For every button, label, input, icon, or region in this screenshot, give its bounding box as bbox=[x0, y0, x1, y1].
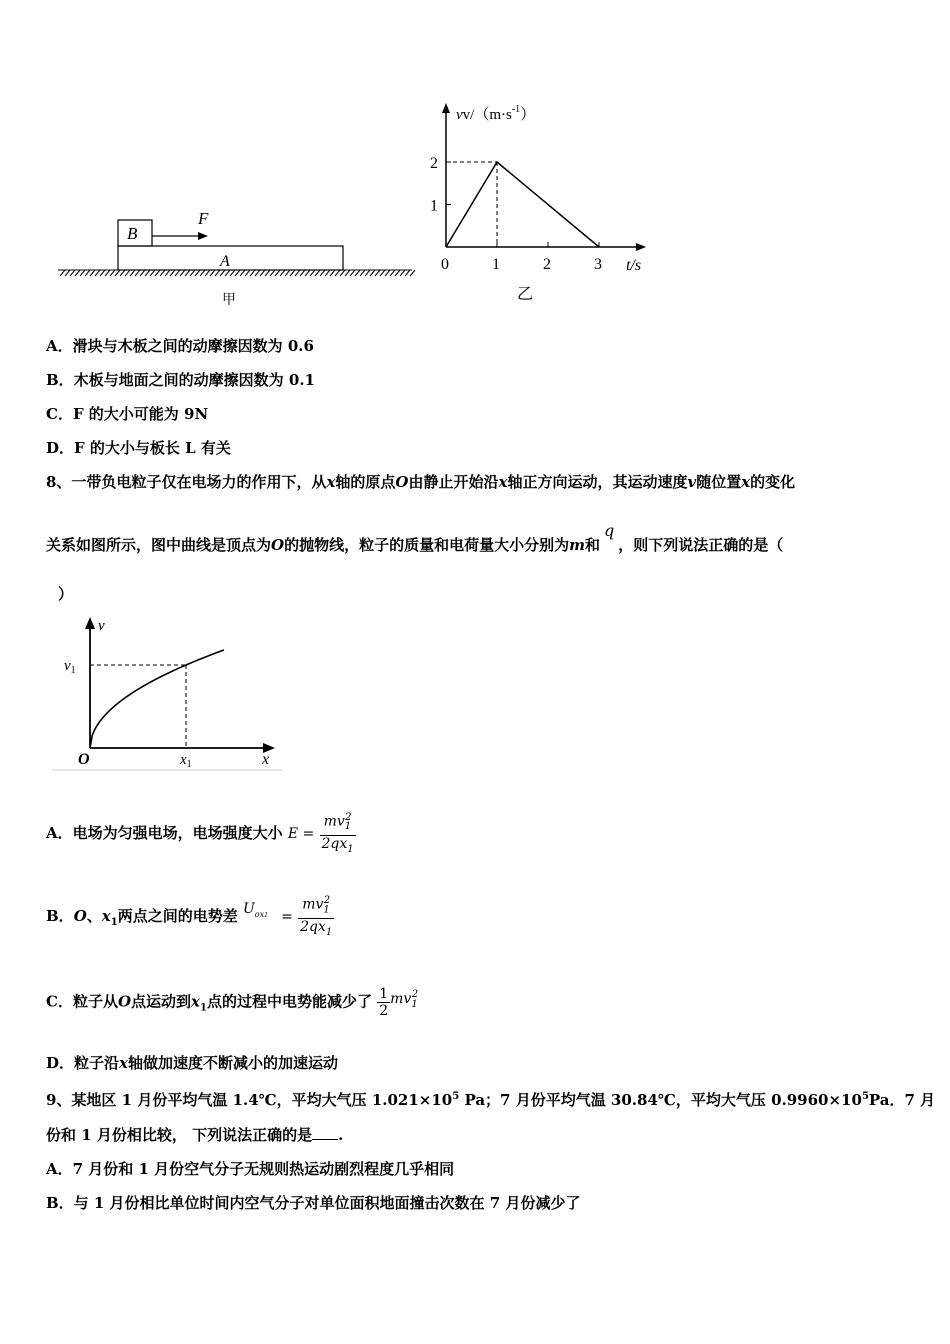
ground-hatch bbox=[58, 270, 415, 276]
x-tick-label: 2 bbox=[543, 256, 551, 273]
hatch-mark bbox=[100, 270, 105, 276]
graph-origin-label: O bbox=[78, 751, 90, 768]
q8-option-b: B．O、$x_1$两点之间的电势差 $U_{ox1}$ = $\frac{mv_1^2}{2qx_1}$ bbox=[46, 893, 334, 946]
hatch-mark bbox=[260, 270, 265, 276]
hatch-mark bbox=[265, 270, 270, 276]
block-b-label: B bbox=[127, 224, 138, 243]
q8-stem-line-2: 关系如图所示，图中曲线是顶点为O的抛物线，粒子的质量和电荷量大小分别为m和q，则下列说法正确的是（ bbox=[46, 521, 784, 554]
hatch-mark bbox=[200, 270, 205, 276]
fraction-e: $\frac{mv_1^2}{2qx_1}$ bbox=[321, 812, 354, 856]
hatch-mark bbox=[130, 270, 135, 276]
caption-jia: 甲 bbox=[222, 293, 236, 308]
hatch-mark bbox=[395, 270, 400, 276]
y-tick-label: 1 bbox=[430, 197, 438, 215]
q9-option-b: B．与 1 月份相比单位时间内空气分子对单位面积地面撞击次数在 7 月份减少了 bbox=[46, 1194, 581, 1212]
q7-option-d: D．F 的大小与板长 L 有关 bbox=[46, 439, 231, 457]
hatch-mark bbox=[310, 270, 315, 276]
figure-v-x-graph bbox=[52, 612, 284, 774]
x-axis-label: t/s bbox=[626, 257, 642, 274]
hatch-mark bbox=[250, 270, 255, 276]
y-axis-label: $vv/(m\cdot s^{-1})$ bbox=[456, 104, 536, 123]
hatch-mark bbox=[70, 270, 75, 276]
hatch-mark bbox=[210, 270, 215, 276]
hatch-mark bbox=[315, 270, 320, 276]
hatch-mark bbox=[190, 270, 195, 276]
x-tick-label: 1 bbox=[492, 256, 500, 273]
hatch-mark bbox=[90, 270, 95, 276]
hatch-mark bbox=[325, 270, 330, 276]
hatch-mark bbox=[320, 270, 325, 276]
hatch-mark bbox=[235, 270, 240, 276]
hatch-mark bbox=[75, 270, 80, 276]
hatch-mark bbox=[375, 270, 380, 276]
hatch-mark bbox=[295, 270, 300, 276]
hatch-mark bbox=[270, 270, 275, 276]
hatch-mark bbox=[255, 270, 260, 276]
hatch-mark bbox=[405, 270, 410, 276]
hatch-mark bbox=[230, 270, 235, 276]
q7-option-b: B．木板与地面之间的动摩擦因数为 0.1 bbox=[46, 371, 315, 389]
board-a bbox=[118, 246, 343, 270]
hatch-mark bbox=[285, 270, 290, 276]
hatch-mark bbox=[240, 270, 245, 276]
hatch-mark bbox=[195, 270, 200, 276]
plot-area bbox=[430, 155, 602, 273]
hatch-mark bbox=[360, 270, 365, 276]
hatch-mark bbox=[105, 270, 110, 276]
graph-y-axis-arrow bbox=[85, 617, 95, 629]
hatch-mark bbox=[305, 270, 310, 276]
hatch-mark bbox=[180, 270, 185, 276]
hatch-mark bbox=[280, 270, 285, 276]
graph-v1-label: $v_1$ bbox=[64, 658, 76, 676]
hatch-mark bbox=[345, 270, 350, 276]
hatch-mark bbox=[355, 270, 360, 276]
graph-x1-label: $x_1$ bbox=[180, 752, 192, 770]
hatch-mark bbox=[95, 270, 100, 276]
hatch-mark bbox=[115, 270, 120, 276]
hatch-mark bbox=[125, 270, 130, 276]
hatch-mark bbox=[175, 270, 180, 276]
hatch-mark bbox=[300, 270, 305, 276]
hatch-mark bbox=[155, 270, 160, 276]
graph-v-label: v bbox=[98, 618, 105, 634]
hatch-mark bbox=[170, 270, 175, 276]
hatch-mark bbox=[245, 270, 250, 276]
hatch-mark bbox=[220, 270, 225, 276]
y-tick-label: 2 bbox=[430, 155, 438, 172]
hatch-mark bbox=[205, 270, 210, 276]
hatch-mark bbox=[60, 270, 65, 276]
hatch-mark bbox=[110, 270, 115, 276]
q9-stem-line-2: 份和 1 月份相比较， 下列说法正确的是 . bbox=[46, 1126, 344, 1144]
hatch-mark bbox=[160, 270, 165, 276]
hatch-mark bbox=[225, 270, 230, 276]
hatch-mark bbox=[385, 270, 390, 276]
q8-option-c: C．粒子从O点运动到$x_1$点的过程中电势能减少了 $\frac{1}{2}$ $mv_1^2$ bbox=[46, 986, 419, 1020]
hatch-mark bbox=[120, 270, 125, 276]
fraction-half: $\frac{1}{2}$ bbox=[379, 986, 389, 1020]
hatch-mark bbox=[80, 270, 85, 276]
velocity-series-line bbox=[446, 162, 599, 247]
hatch-mark bbox=[290, 270, 295, 276]
hatch-mark bbox=[330, 270, 335, 276]
hatch-mark bbox=[370, 270, 375, 276]
hatch-mark bbox=[165, 270, 170, 276]
figure-yi bbox=[420, 95, 660, 310]
hatch-mark bbox=[400, 270, 405, 276]
hatch-mark bbox=[85, 270, 90, 276]
hatch-mark bbox=[275, 270, 280, 276]
hatch-mark bbox=[140, 270, 145, 276]
fraction-u: $\frac{mv_1^2}{2qx_1}$ bbox=[300, 895, 333, 939]
hatch-mark bbox=[335, 270, 340, 276]
q9-option-a: A．7 月份和 1 月份空气分子无规则热运动剧烈程度几乎相同 bbox=[46, 1160, 455, 1178]
hatch-mark bbox=[65, 270, 70, 276]
answer-blank bbox=[312, 1125, 338, 1140]
hatch-mark bbox=[135, 270, 140, 276]
hatch-mark bbox=[185, 270, 190, 276]
q7-option-a: A．滑块与木板之间的动摩擦因数为 0.6 bbox=[46, 337, 314, 355]
force-label: F bbox=[198, 209, 209, 228]
hatch-mark bbox=[215, 270, 220, 276]
hatch-mark bbox=[145, 270, 150, 276]
x-tick-label: 3 bbox=[594, 256, 602, 273]
hatch-mark bbox=[350, 270, 355, 276]
q7-option-c: C．F 的大小可能为 9N bbox=[46, 405, 209, 423]
y-axis-arrow bbox=[442, 103, 450, 113]
q8-option-d: D．粒子沿x轴做加速度不断减小的加速运动 bbox=[46, 1054, 338, 1072]
hatch-mark bbox=[410, 270, 415, 276]
hatch-mark bbox=[380, 270, 385, 276]
x-tick-label: 0 bbox=[441, 256, 449, 273]
graph-x-label: x bbox=[262, 751, 270, 768]
board-a-label: A bbox=[220, 253, 230, 270]
caption-yi: 乙 bbox=[517, 286, 534, 303]
hatch-mark bbox=[365, 270, 370, 276]
figure-jia bbox=[50, 200, 420, 310]
q8-stem-line-1: 8、一带负电粒子仅在电场力的作用下，从x轴的原点O由静止开始沿x轴正方向运动，其运动速度v随位置x的变化 bbox=[46, 473, 796, 491]
q8-option-a: A．电场为匀强电场，电场强度大小 E = $\frac{mv_1^2}{2qx_1}$ bbox=[46, 810, 356, 858]
q9-stem-line-1: 9、某地区 1 月份平均气温 1.4℃，平均大气压 $1.021\times 10^5$ Pa；7 月份平均气温 30.84℃，平均大气压 $0.9960\times 10^5Pa$．7 月 bbox=[46, 1091, 936, 1109]
force-arrow-head bbox=[198, 232, 208, 240]
hatch-mark bbox=[340, 270, 345, 276]
hatch-mark bbox=[150, 270, 155, 276]
hatch-mark bbox=[390, 270, 395, 276]
q8-stem-line-3: ） bbox=[58, 585, 74, 603]
x-axis-arrow bbox=[636, 243, 646, 251]
